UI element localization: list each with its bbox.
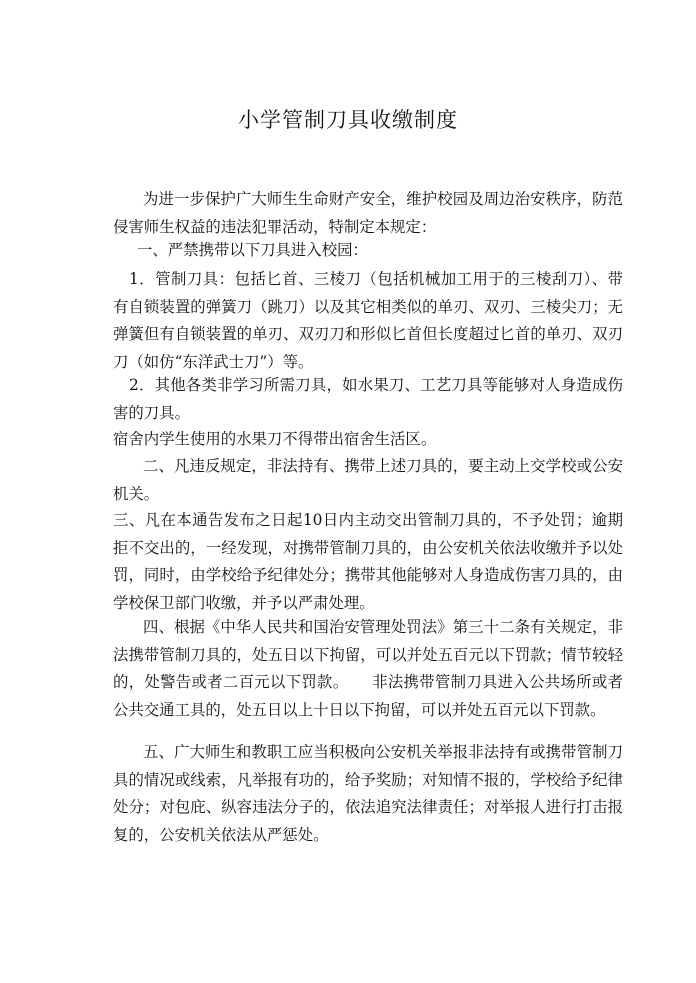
item-two-paragraph: 2．其他各类非学习所需刀具，如水果刀、工艺刀具等能够对人身造成伤害的刀具。 — [113, 376, 623, 422]
dormitory-rule-paragraph: 宿舍内学生使用的水果刀不得带出宿舍生活区。 — [113, 430, 437, 448]
document-title: 小学管制刀具收缴制度 — [238, 108, 458, 132]
section-three-paragraph: 三、凡在本通告发布之日起10日内主动交出管制刀具的，不予处罚；逾期拒不交出的，一经发现，对携带管制刀具的，由公安机关依法收缴并予以处罚，同时，由学校给予纪律处分；携带其他能够对人身造成伤害刀具的，由学校保卫部门收缴，并予以严肃处理。 — [113, 511, 623, 612]
section-four-paragraph: 四、根据《中华人民共和国治安管理处罚法》第三十二条有关规定，非法携带管制刀具的，处五日以下拘留，可以并处五百元以下罚款；情节较轻的，处警告或者二百元以下罚款。 非法携带管制刀具进入公共场所或者公共交通工具的，处五日以上十日以下拘留，可以并处五百元以下罚款。 — [113, 618, 623, 719]
item-one-paragraph: 1．管制刀具：包括匕首、三棱刀（包括机械加工用于的三棱刮刀）、带有自锁装置的弹簧刀（跳刀）以及其它相类似的单刃、双刃、三棱尖刀；无弹簧但有自锁装置的单刃、双刃刀和形似匕首但长度超过匕首的单刃、双刃刀（如仿“东洋武士刀”）等。 — [113, 270, 623, 371]
intro-paragraph: 为进一步保护广大师生生命财产安全，维护校园及周边治安秩序，防范侵害师生权益的违法犯罪活动，特制定本规定： — [113, 190, 623, 236]
section-five-paragraph: 五、广大师生和教职工应当积极向公安机关举报非法持有或携带管制刀具的情况或线索，凡举报有功的，给予奖励；对知情不报的，学校给予纪律处分；对包庇、纵容违法分子的，依法追究法律责任；对举报人进行打击报复的，公安机关依法从严惩处。 — [113, 743, 623, 844]
section-two-paragraph: 二、凡违反规定，非法持有、携带上述刀具的，要主动上交学校或公安机关。 — [113, 457, 623, 503]
section-one-heading: 一、严禁携带以下刀具进入校园： — [137, 241, 368, 259]
